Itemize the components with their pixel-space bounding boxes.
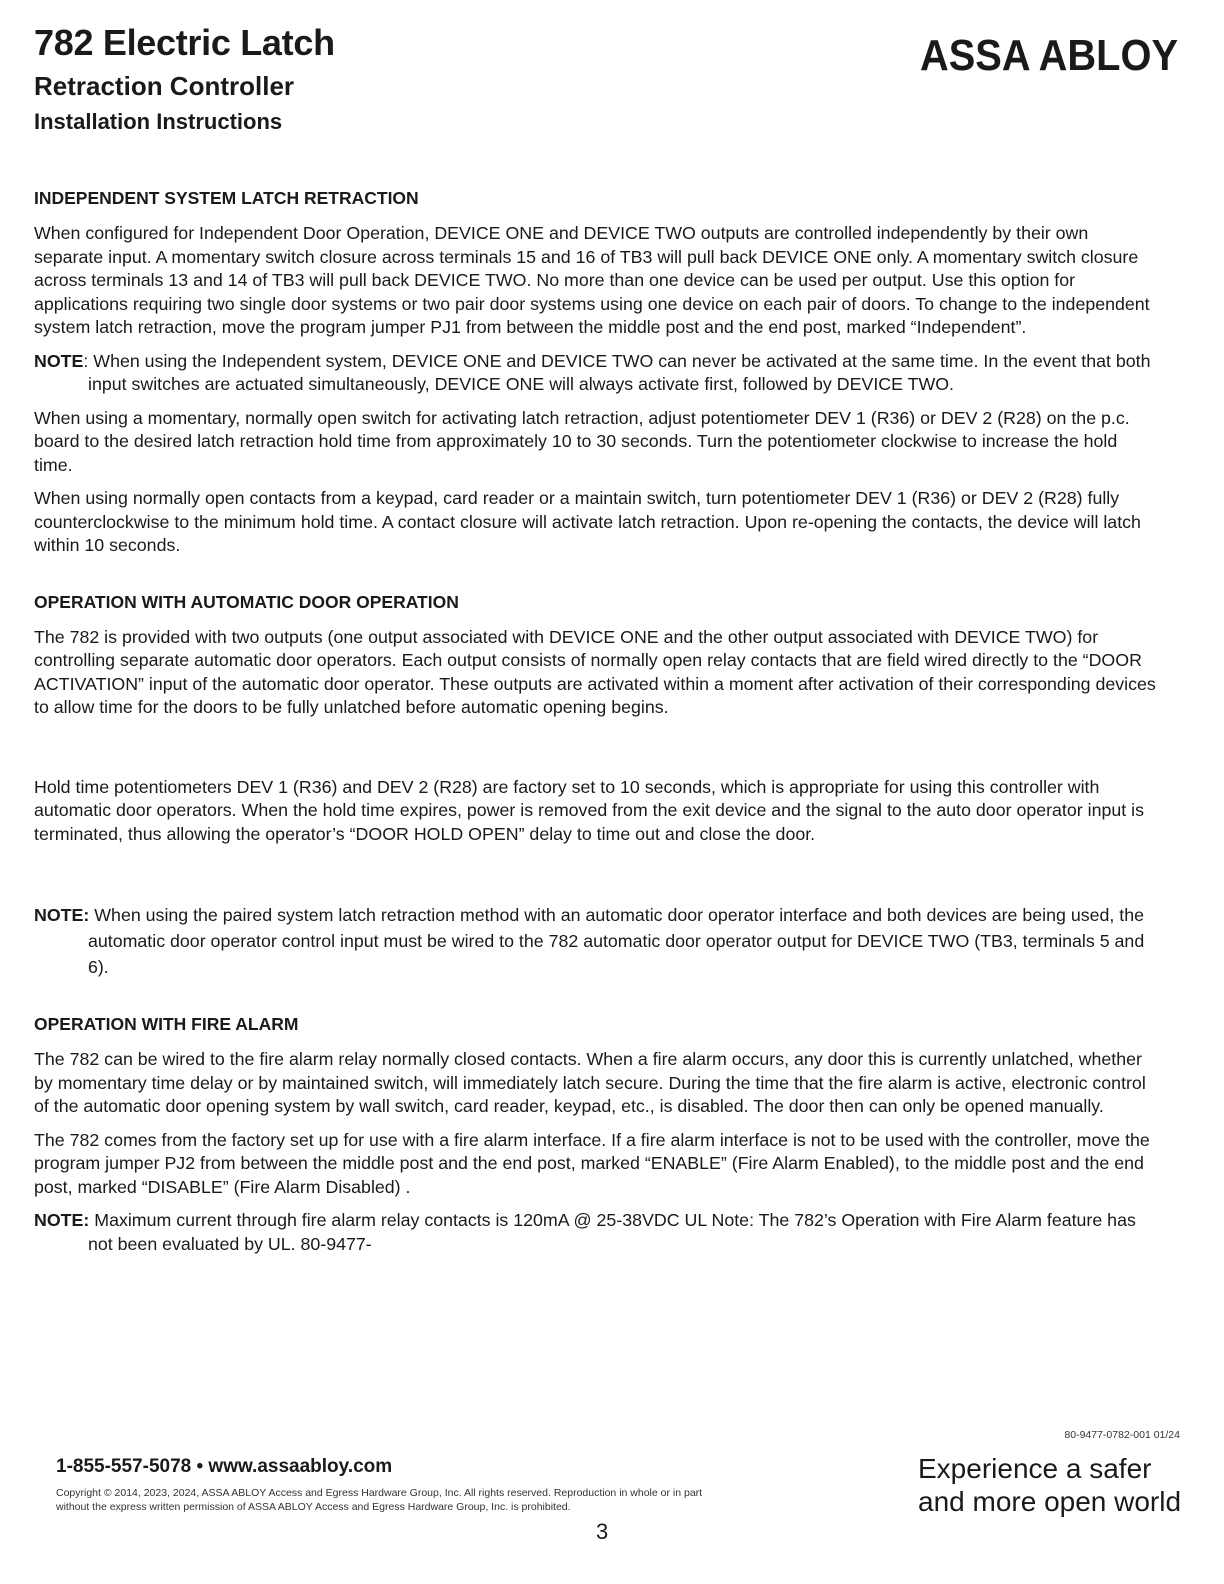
logo-text: ASSA ABLOY	[920, 31, 1178, 78]
copyright-notice: Copyright © 2014, 2023, 2024, ASSA ABLOY Access and Egress Hardware Group, Inc. All rights reserved. Reproduction in whole or in part without the express written permission of ASSA ABLOY Access and Egress Hardware Group, Inc. is prohibited.	[56, 1487, 703, 1513]
paragraph: The 782 is provided with two outputs (one output associated with DEVICE ONE and the other output associated with DEVICE TWO) for controlling separate automatic door operators. Each output consists of normally open relay contacts that are field wired directly to the “DOOR ACTIVATION” input of the automatic door operator. These outputs are activated within a moment after activation of their corresponding devices to allow time for the doors to be fully unlatched before automatic opening begins.	[34, 626, 1156, 717]
section-heading: INDEPENDENT SYSTEM LATCH RETRACTION	[34, 188, 419, 208]
section-heading: OPERATION WITH FIRE ALARM	[34, 1014, 299, 1034]
note-label: NOTE	[34, 350, 84, 371]
note	[34, 350, 1160, 397]
document-title: 782 Electric Latch	[34, 22, 335, 63]
section-heading: OPERATION WITH AUTOMATIC DOOR OPERATION	[34, 591, 459, 612]
document-type: Installation Instructions	[34, 109, 283, 134]
main-content	[34, 186, 1160, 1266]
paragraph: When using a momentary, normally open switch for activating latch retraction, adjust potentiometer DEV 1 (R36) or DEV 2 (R28) on the p.c. board to the desired latch retraction hold time from approximately 10 to 30 seconds. Turn the potentiometer clockwise to increase the hold time.	[34, 407, 1130, 475]
note-text: : When using the Independent system, DEVICE ONE and DEVICE TWO can never be activated at the same time. In the event that both input switches are actuated simultaneously, DEVICE ONE will always activate first, followed by DEVICE TWO.	[83, 350, 1151, 394]
note	[34, 1209, 1160, 1256]
tagline-line-1: Experience a safer	[918, 1453, 1152, 1484]
paragraph: When using normally open contacts from a keypad, card reader or a maintain switch, turn potentiometer DEV 1 (R36) or DEV 2 (R28) fully counterclockwise to the minimum hold time. A contact closure will activate latch retraction. Upon re-opening the contacts, the device will latch within 10 seconds.	[34, 488, 1141, 555]
note-text: When using the paired system latch retraction method with an automatic door operator interface and both devices are being used, the automatic door operator control input must be wired to the 782 automatic door operator output for DEVICE TWO (TB3, terminals 5 and 6).	[88, 905, 1145, 977]
contact-line: 1-855-557-5078 • www.assaabloy.com	[56, 1456, 393, 1477]
note-label: NOTE:	[34, 1210, 90, 1230]
document-subtitle: Retraction Controller	[34, 71, 295, 101]
section-automatic-door-operation	[34, 590, 1160, 981]
paragraph: The 782 comes from the factory set up for use with a fire alarm interface. If a fire alarm interface is not to be used with the controller, move the program jumper PJ2 from between the middle post and the end post, marked “ENABLE” (Fire Alarm Enabled), to the middle post and the end post, marked “DISABLE” (Fire Alarm Disabled) .	[34, 1129, 1150, 1197]
note-text: Maximum current through fire alarm relay contacts is 120mA @ 25-38VDC UL Note: The 782’s Operation with Fire Alarm feature has not been evaluated by UL. 80-9477-	[88, 1210, 1136, 1254]
section-independent-retraction	[34, 186, 1160, 558]
page-number: 3	[596, 1519, 609, 1544]
assa-abloy-logo	[918, 30, 1180, 78]
paragraph: Hold time potentiometers DEV 1 (R36) and DEV 2 (R28) are factory set to 10 seconds, which is appropriate for using this controller with automatic door operators. When the hold time expires, power is removed from the exit device and the signal to the auto door operator input is terminated, thus allowing the operator’s “DOOR HOLD OPEN” delay to time out and close the door.	[34, 776, 1144, 844]
document-number: 80-9477-0782-001 01/24	[1064, 1429, 1180, 1441]
tagline	[918, 1452, 1181, 1518]
paragraph: When configured for Independent Door Operation, DEVICE ONE and DEVICE TWO outputs are controlled independently by their own separate input. A momentary switch closure across terminals 15 and 16 of TB3 will pull back DEVICE ONE only. A momentary switch closure across terminals 13 and 14 of TB3 will pull back DEVICE TWO. No more than one device can be used per output. Use this option for applications requiring two single door systems or two pair door systems using one device on each pair of doors. To change to the independent system latch retraction, move the program jumper PJ1 from between the middle post and the end post, marked “Independent”.	[34, 223, 1150, 337]
tagline-line-2: and more open world	[918, 1486, 1182, 1517]
section-fire-alarm	[34, 1012, 1160, 1256]
note	[34, 902, 1160, 980]
paragraph: The 782 can be wired to the fire alarm relay normally closed contacts. When a fire alarm occurs, any door this is currently unlatched, whether by momentary time delay or by maintained switch, will immediately latch secure. During the time that the fire alarm is active, electronic control of the automatic door opening system by wall switch, card reader, keypad, etc., is disabled. The door then can only be opened manually.	[34, 1049, 1146, 1116]
note-label: NOTE:	[34, 905, 90, 925]
